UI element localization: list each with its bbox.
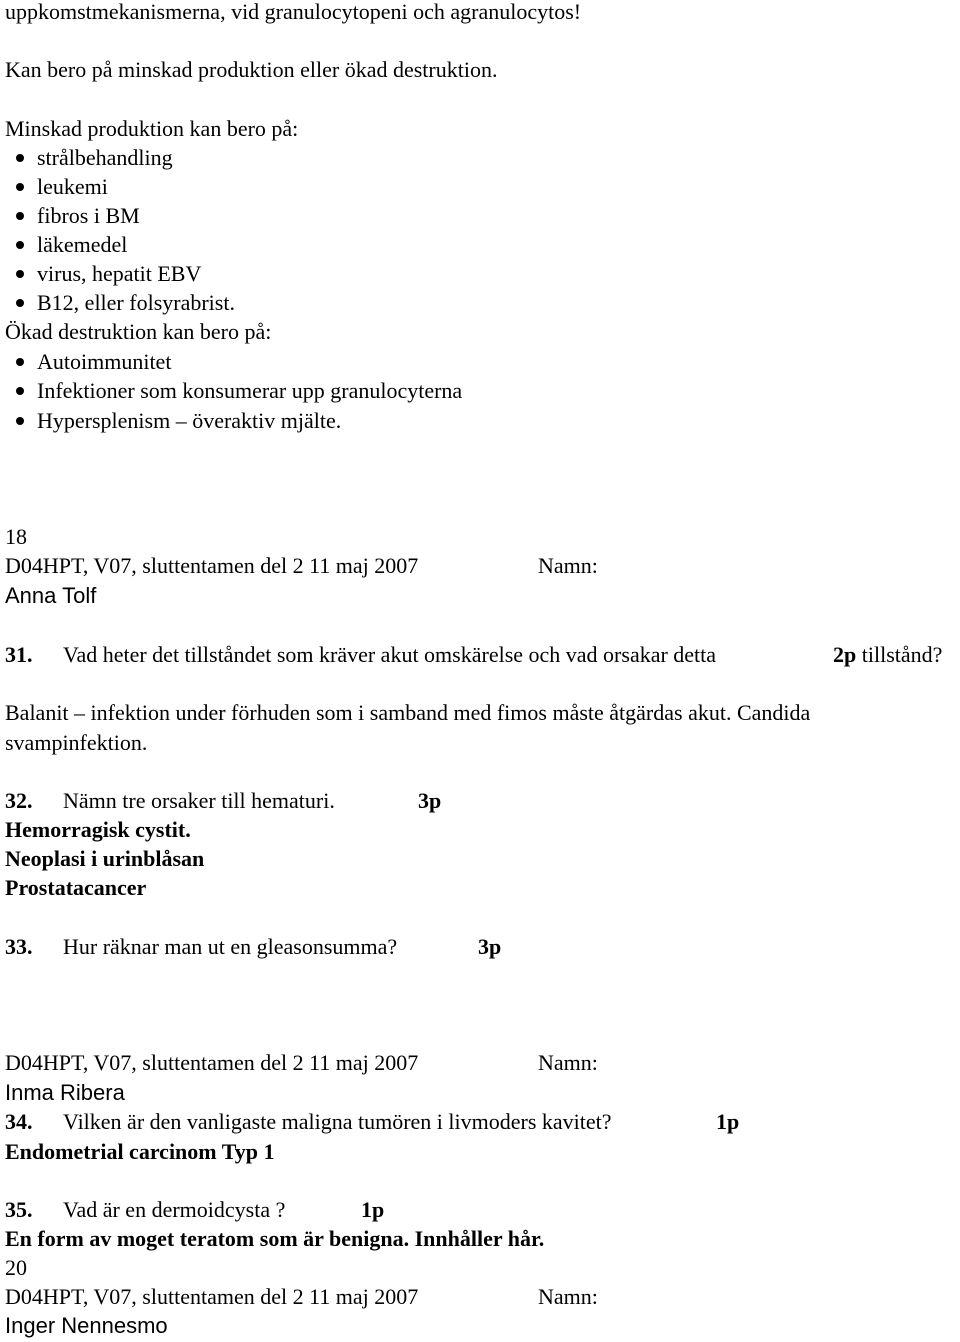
list-item: B12, eller folsyrabrist. [16, 290, 235, 316]
question-number: 33. [5, 934, 33, 959]
list-item: leukemi [16, 174, 108, 200]
bullet-icon [16, 270, 24, 278]
question-text: Vilken är den vanligaste maligna tumören i livmoders kavitet? [63, 1109, 612, 1134]
question-text: Hur räknar man ut en gleasonsumma? [63, 934, 398, 959]
list-item: strålbehandling [16, 145, 173, 171]
answer-34: Endometrial carcinom Typ 1 [5, 1139, 275, 1164]
page-number-20: 20 [5, 1255, 27, 1280]
page-header-18: D04HPT, V07, sluttentamen del 2 11 maj 2007 Namn: [5, 553, 598, 578]
question-number: 34. [5, 1109, 33, 1134]
question-32 [5, 788, 442, 814]
name-label: Namn: [538, 1284, 598, 1309]
bullet-icon [16, 183, 24, 191]
bullet-icon [16, 241, 24, 249]
list-item: läkemedel [16, 232, 127, 258]
author-name: Inma Ribera [5, 1080, 125, 1105]
bullet-icon [16, 417, 24, 425]
page-number-18: 18 [5, 524, 27, 549]
answer-32-item: Neoplasi i urinblåsan [5, 846, 205, 871]
bullet-icon [16, 387, 24, 395]
page-header-19: D04HPT, V07, sluttentamen del 2 11 maj 2007 Namn: [5, 1050, 598, 1075]
intro-line-1: uppkomstmekanismerna, vid granulocytopeni och agranulocytos! [5, 0, 582, 24]
question-points: 1p [716, 1109, 740, 1134]
answer-32-item: Prostatacancer [5, 875, 147, 900]
question-text: Nämn tre orsaker till hematuri. [63, 788, 335, 813]
question-text: Vad är en dermoidcysta ? [63, 1197, 286, 1222]
answer-32-item: Hemorragisk cystit. [5, 817, 191, 842]
author-name: Inger Nennesmo [5, 1313, 168, 1338]
name-label: Namn: [538, 553, 598, 578]
question-points: 3p [478, 934, 502, 959]
increased-heading: Ökad destruktion kan bero på: [5, 319, 272, 344]
question-points: 2p tillstånd? [833, 642, 943, 667]
question-points: 3p [418, 788, 442, 813]
bullet-icon [16, 358, 24, 366]
question-35 [5, 1197, 385, 1223]
question-33 [5, 934, 502, 960]
question-31 [5, 642, 943, 668]
list-item: Autoimmunitet [16, 349, 171, 375]
answer-35: En form av moget teratom som är benigna. Innhåller hår. [5, 1226, 545, 1251]
question-34 [5, 1109, 740, 1135]
intro-line-2: Kan bero på minskad produktion eller ökad destruktion. [5, 57, 498, 82]
author-name: Anna Tolf [5, 583, 97, 608]
page-header-20: D04HPT, V07, sluttentamen del 2 11 maj 2007 Namn: [5, 1284, 598, 1309]
bullet-icon [16, 212, 24, 220]
question-text: Vad heter det tillståndet som kräver akut omskärelse och vad orsakar detta [63, 642, 717, 667]
list-item: Infektioner som konsumerar upp granulocyterna [16, 378, 462, 404]
name-label: Namn: [538, 1050, 598, 1075]
bullet-icon [16, 299, 24, 307]
question-points: 1p [361, 1197, 385, 1222]
list-item: fibros i BM [16, 203, 140, 229]
question-number: 31. [5, 642, 33, 667]
reduced-heading: Minskad produktion kan bero på: [5, 116, 299, 141]
question-number: 35. [5, 1197, 33, 1222]
question-number: 32. [5, 788, 33, 813]
list-item: Hypersplenism – överaktiv mjälte. [16, 408, 341, 434]
answer-31-line-1: Balanit – infektion under förhuden som i samband med fimos måste åtgärdas akut. Candida [5, 700, 811, 725]
answer-31-line-2: svampinfektion. [5, 730, 148, 755]
list-item: virus, hepatit EBV [16, 261, 201, 287]
bullet-icon [16, 154, 24, 162]
